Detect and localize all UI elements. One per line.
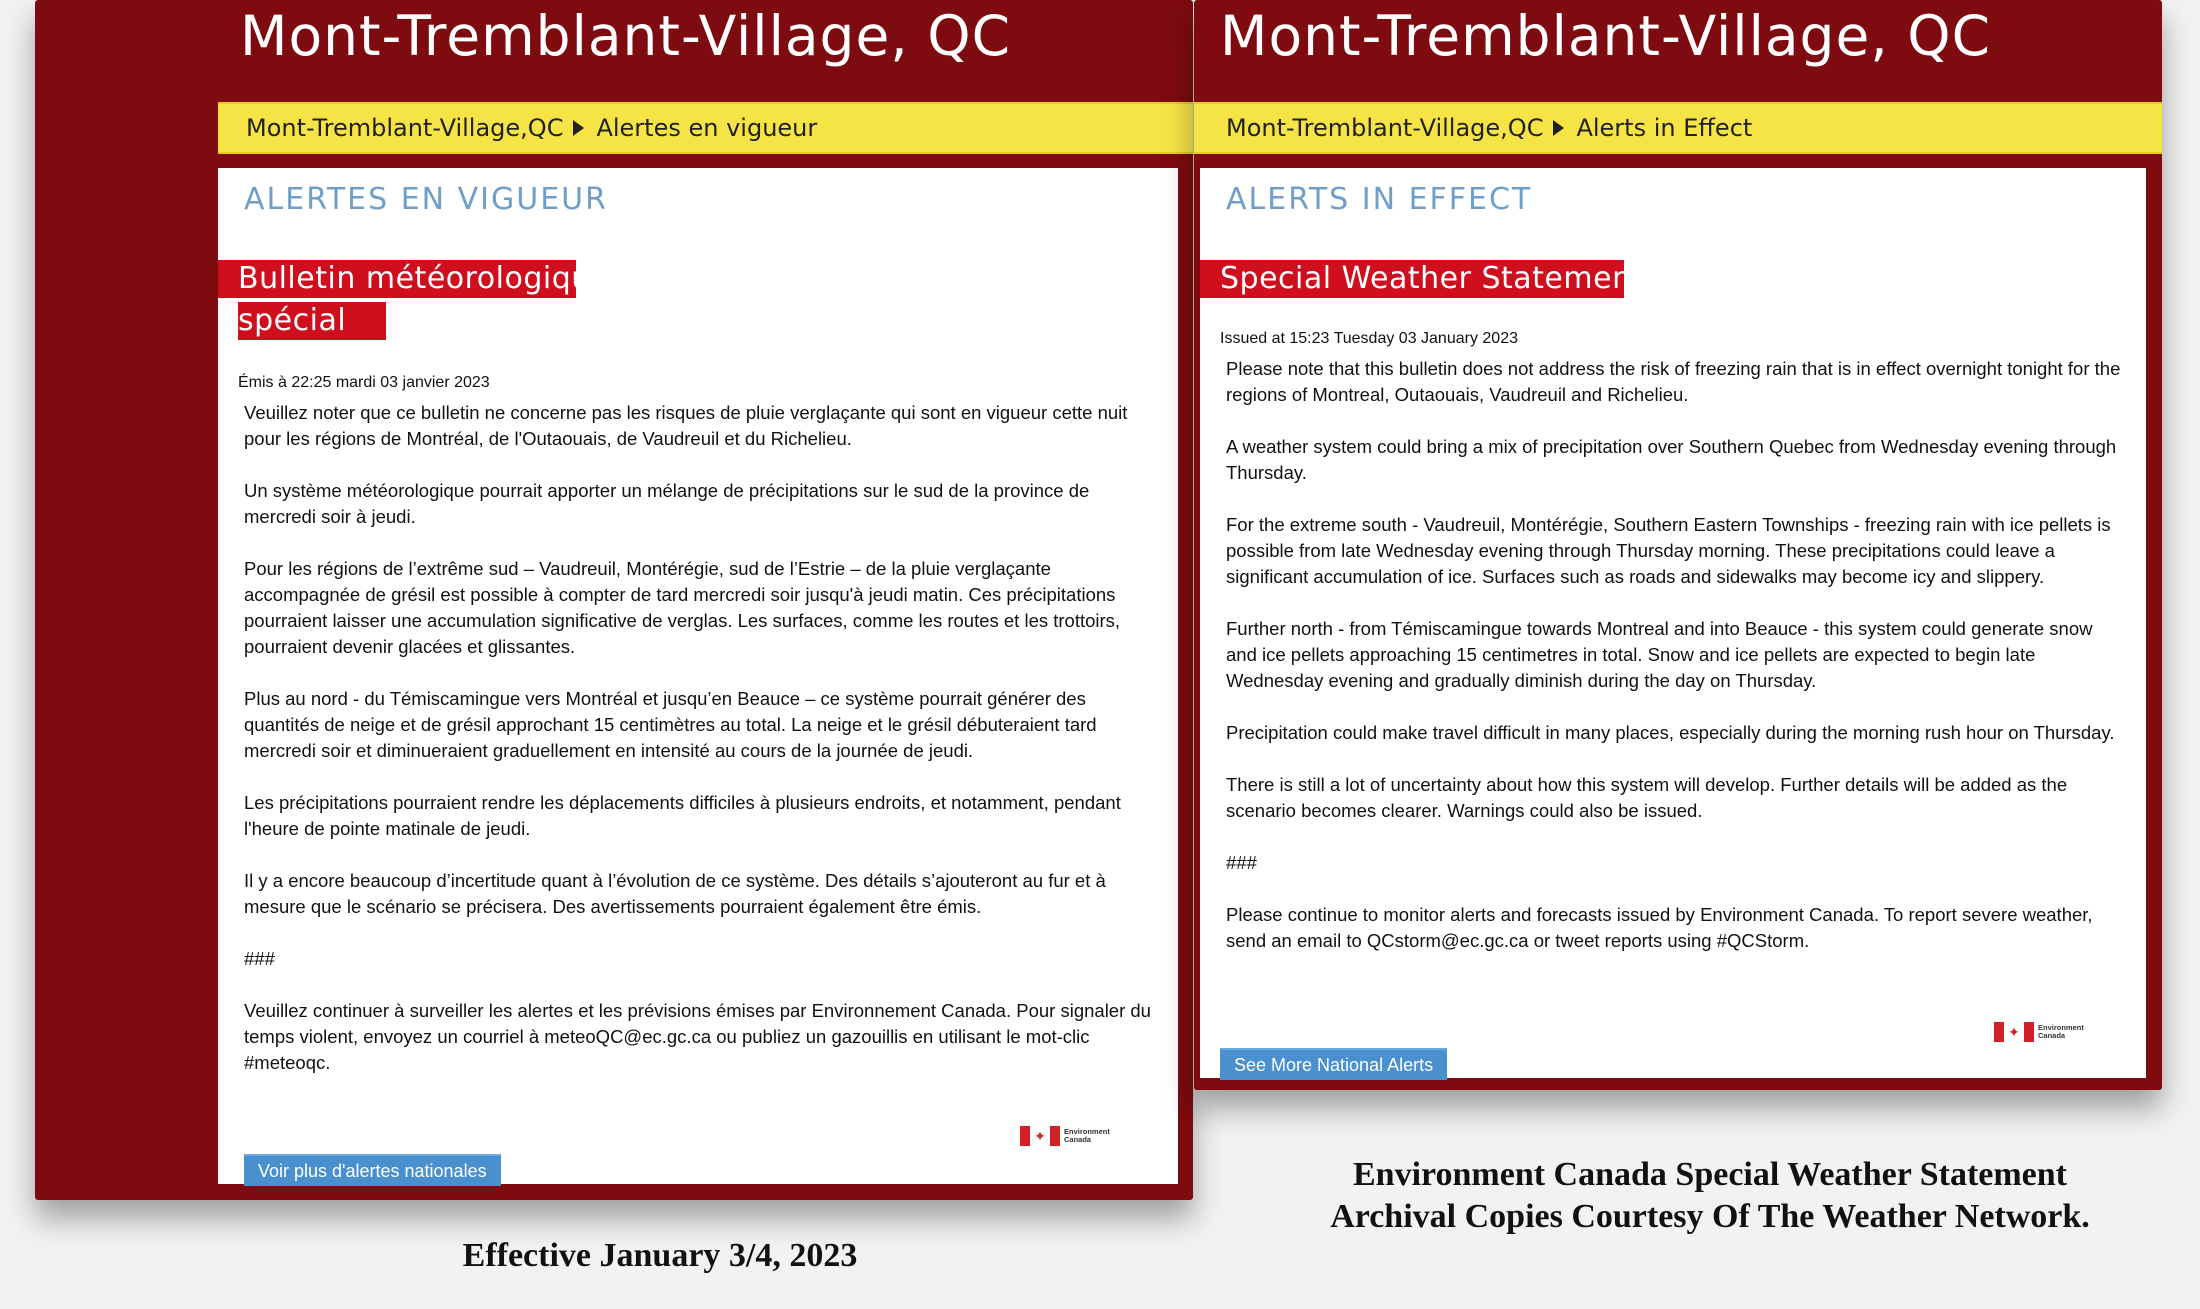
alert-content: [1200, 168, 2146, 1078]
alerts-heading: ALERTS IN EFFECT: [1226, 182, 1533, 217]
alert-paragraph: Please continue to monitor alerts and forecasts issued by Environment Canada. To report severe weather, send an email to QCstorm@ec.gc.ca or tweet reports using #QCStorm.: [1226, 904, 2093, 951]
more-national-alerts-button[interactable]: Voir plus d'alertes nationales: [244, 1154, 501, 1186]
alert-paragraph: There is still a lot of uncertainty about how this system will develop. Further details will be added as the scenario becomes clearer. Warnings could also be issued.: [1226, 774, 2068, 821]
breadcrumb-arrow-icon: [1553, 120, 1564, 136]
logo-text: Canada: [1064, 1135, 1092, 1144]
french-alert-panel: [35, 0, 1193, 1200]
environment-canada-logo: [1020, 1126, 1110, 1146]
alert-paragraph: Please note that this bulletin does not address the risk of freezing rain that is in effect overnight tonight for the regions of Montreal, Outaouais, Vaudreuil and Richelieu.: [1226, 358, 2121, 405]
alert-paragraph: Les précipitations pourraient rendre les déplacements difficiles à plusieurs endroits, et notamment, pendant l'heure de pointe matinale de jeudi.: [244, 792, 1121, 839]
alert-paragraph: Pour les régions de l’extrême sud – Vaudreuil, Montérégie, sud de l’Estrie – de la pluie verglaçante accompagnée de grésil est possible à compter de tard mercredi soir jusqu'à jeudi matin. Ces précipitations pourraient laisser une accumulation significative de verglas. Les surfaces, comme les routes et les trottoirs, pourraient devenir glacées et glissantes.: [244, 558, 1121, 657]
alert-body: [244, 400, 1152, 1102]
english-alert-panel: [1194, 0, 2162, 1090]
issued-timestamp: Émis à 22:25 mardi 03 janvier 2023: [238, 374, 490, 391]
alert-paragraph: A weather system could bring a mix of precipitation over Southern Quebec from Wednesday evening through Thursday.: [1226, 436, 2117, 483]
breadcrumb-current-page: Alerts in Effect: [1576, 114, 1753, 142]
alert-body: [1226, 356, 2126, 980]
canada-flag-icon: ✦: [1020, 1126, 1060, 1146]
environment-canada-logo: [1994, 1022, 2084, 1042]
alert-title-continued: spécial: [238, 302, 386, 340]
breadcrumb-arrow-icon: [573, 120, 584, 136]
breadcrumb-location-link[interactable]: Mont-Tremblant-Village,QC: [1226, 114, 1544, 142]
alert-paragraph: Un système météorologique pourrait apporter un mélange de précipitations sur le sud de la province de mercredi soir à jeudi.: [244, 480, 1090, 527]
city-title: Mont-Tremblant-Village, QC: [1220, 4, 1991, 68]
alert-title: Bulletin météorologique: [218, 260, 576, 298]
alert-paragraph: ###: [244, 948, 275, 969]
breadcrumb: [218, 102, 1193, 154]
alert-content: [218, 168, 1178, 1184]
alert-paragraph: For the extreme south - Vaudreuil, Montérégie, Southern Eastern Townships - freezing rain with ice pellets is possible from late Wednesday evening through Thursday morning. These precipitations could leave a significant accumulation of ice. Surfaces such as roads and sidewalks may become icy and slippery.: [1226, 514, 2111, 587]
breadcrumb-location-link[interactable]: Mont-Tremblant-Village,QC: [246, 114, 564, 142]
breadcrumb: [1194, 102, 2162, 154]
logo-text: Environment: [2038, 1023, 2084, 1032]
alerts-heading: ALERTES EN VIGUEUR: [244, 182, 608, 217]
issued-timestamp: Issued at 15:23 Tuesday 03 January 2023: [1220, 330, 1518, 347]
more-national-alerts-button[interactable]: See More National Alerts: [1220, 1048, 1447, 1080]
city-title: Mont-Tremblant-Village, QC: [240, 4, 1011, 68]
archive-caption: [1270, 1154, 2150, 1238]
alert-paragraph: Il y a encore beaucoup d’incertitude quant à l’évolution de ce système. Des détails s’ajouteront au fur et à mesure que le scénario se précisera. Des avertissements pourraient également être émis.: [244, 870, 1106, 917]
archive-caption-line: Archival Copies Courtesy Of The Weather Network.: [1330, 1198, 2090, 1235]
logo-text: Environment: [1064, 1127, 1110, 1136]
alert-paragraph: ###: [1226, 852, 1257, 873]
effective-date-caption: Effective January 3/4, 2023: [462, 1237, 858, 1274]
alert-paragraph: Precipitation could make travel difficult in many places, especially during the morning rush hour on Thursday.: [1226, 722, 2115, 743]
alert-paragraph: Plus au nord - du Témiscamingue vers Montréal et jusqu’en Beauce – ce système pourrait générer des quantités de neige et de grésil approchant 15 centimètres au total. La neige et le grésil débuteraient tard mercredi soir et diminueraient graduellement en intensité au cours de la journée de jeudi.: [244, 688, 1097, 761]
alert-paragraph: Veuillez noter que ce bulletin ne concerne pas les risques de pluie verglaçante qui sont en vigueur cette nuit pour les régions de Montréal, de l'Outaouais, de Vaudreuil et du Richelieu.: [244, 402, 1128, 449]
alert-paragraph: Veuillez continuer à surveiller les alertes et les prévisions émises par Environnement Canada. Pour signaler du temps violent, envoyez un courriel à meteoQC@ec.gc.ca ou publiez un gazouillis en utilisant le mot-clic #meteoqc.: [244, 1000, 1151, 1073]
canada-flag-icon: ✦: [1994, 1022, 2034, 1042]
alert-title: Special Weather Statement: [1200, 260, 1624, 298]
logo-text: Canada: [2038, 1031, 2066, 1040]
archive-caption-line: Environment Canada Special Weather Statement: [1352, 1156, 2068, 1193]
alert-paragraph: Further north - from Témiscamingue towards Montreal and into Beauce - this system could generate snow and ice pellets approaching 15 centimetres in total. Snow and ice pellets are expected to begin late Wednesday evening and gradually diminish during the day on Thursday.: [1226, 618, 2093, 691]
breadcrumb-current-page: Alertes en vigueur: [596, 114, 818, 142]
